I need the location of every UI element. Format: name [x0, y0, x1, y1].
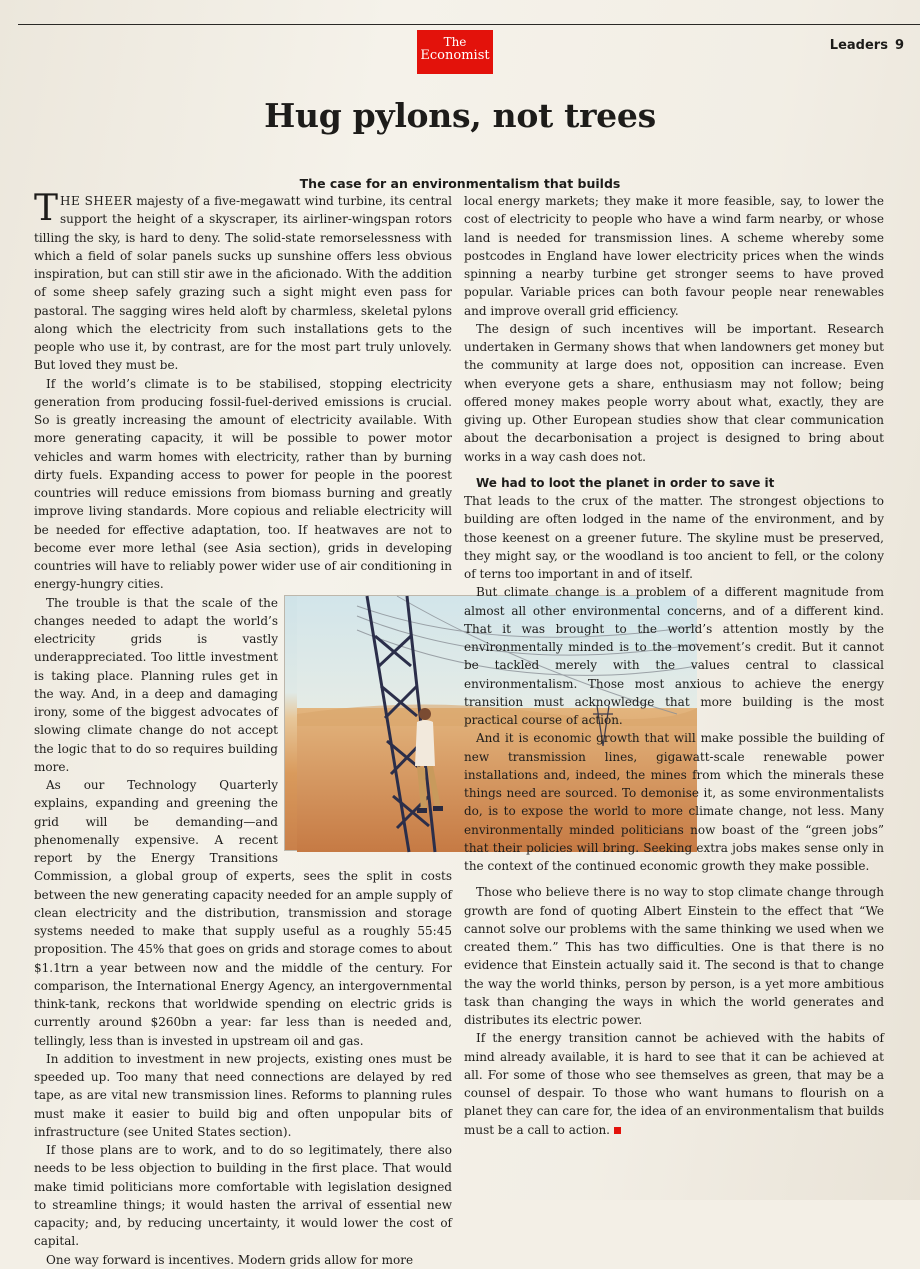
climate-paragraph-text: But climate change is a problem of a different magnitude from almost all other environmental concerns, and of a different kind. That it was brought to the world’s attention mostly by the environmentally minded is to the movement’s credit. But it cannot be tackled merely with the values central to classical environmentalism. Those most anxious to achieve the energy transition must acknowledge that more building is the most practical course of action. — [464, 585, 884, 727]
body-paragraph: That leads to the crux of the matter. The strongest objections to building are often lodged in the name of the environment, and by those keenest on a greener future. The skyline must be preserved, they might say, or the woodland is too ancient to fell, or the colony of terns too important in and of itself. — [464, 494, 884, 581]
drop-cap: T — [34, 188, 59, 229]
body-paragraph: In addition to investment in new projects, existing ones must be speeded up. Too many that need connections are delayed by red tape, as are vital new transmission lines. Reforms to planning rules must make it easier to build big and often unpopular bits of infrastructure (see United States section). — [34, 1051, 452, 1139]
top-rule — [18, 24, 920, 25]
lead-paragraph — [34, 188, 453, 375]
lead-smallcaps: HE SHEER — [60, 194, 133, 208]
body-paragraph: One way forward is incentives. Modern grids allow for more — [46, 1252, 414, 1267]
body-paragraph: If those plans are to work, and to do so legitimately, there also needs to be less objection to building in the first place. That would make timid politicians more comfortable with legislation designed to streamline things; it would hasten the arrival of essential new capacity; and, by reducing uncertainty, it would lower the cost of capital. — [34, 1143, 452, 1249]
section-name: Leaders — [829, 38, 888, 53]
body-paragraph: And it is economic growth that will make possible the building of new transmission lines, gigawatt-scale renewable power installations and, indeed, the mines from which the minerals these things need are sourced. To demonise it, as some environmentalists do, is to expose the world to more climate change, not less. Many environmentally minded politicians now boast of the “green jobs” that their policies will bring. Seeking extra jobs makes sense only in the context of the continued economic growth they make possible. — [464, 731, 884, 873]
body-paragraph: The design of such incentives will be important. Research undertaken in Germany shows that when landowners get money but the community at large does not, opposition can increase. Even when everyone gets a share, enthusiasm may not follow; being offered money makes people worry about what, exactly, they are giving up. Other European studies show that clear communication about the decarbonisation a project is designed to bring about works in a way cash does not. — [464, 321, 884, 464]
body-paragraph-trouble — [34, 594, 452, 777]
section-subhead: We had to loot the planet in order to save it — [476, 475, 775, 490]
final-paragraph-text: If the energy transition cannot be achieved with the habits of mind already available, it is hard to see that it can be achieved at all. For some of those who see themselves as green, that may be a counsel of despair. To those who want humans to flourish on a planet they can care for, the idea of an environmentalism that builds must be a call to action. — [464, 1031, 884, 1137]
body-paragraph: If the world’s climate is to be stabilised, stopping electricity generation from producing fossil-fuel-derived emissions is crucial. So is greatly increasing the amount of electricity available. With more generating capacity, it will be possible to power motor vehicles and warm homes with electricity, rather than by burning dirty fuels. Expanding access to power for people in the poorest countries will reduce emissions from biomass burning and greatly improve living standards. More copious and reliable electricity will be needed for effective adaptation, too. If heatwaves are not to become ever more lethal (see Asia section), grids in developing countries will have to reliably power wider use of air conditioning in energy-hungry cities. — [34, 376, 452, 592]
end-mark-icon — [614, 1127, 621, 1134]
economist-logo — [417, 30, 493, 74]
subtitle: The case for an environmentalism that builds — [299, 176, 621, 191]
left-column — [34, 188, 453, 1269]
logo-line-2: Economist — [420, 47, 490, 63]
logo-line-1: The — [443, 35, 467, 49]
final-paragraph — [464, 1029, 884, 1139]
headline: Hug pylons, not trees — [264, 96, 656, 135]
body-paragraph — [464, 583, 884, 729]
trouble-text: The trouble is that the scale of the changes needed to adapt the world’s electricity grids is vastly underappreciated. Too little investment is taking place. Planning rules get in the way. And, in a deep and damaging irony, some of the biggest advocates of slowing climate change do not accept the logic that to do so requires building more. — [34, 595, 278, 774]
lead-text: majesty of a five-megawatt wind turbine, its central support the height of a skyscraper, its airliner-wingspan rotors tilling the sky, is hard to deny. The solid-state remorselessness with which a field of solar panels sucks up sunshine offers less obvious inspiration, but can still stir awe in the aficionado. With the addition of some sheep safely grazing such a sight might even pass for pastoral. The sagging wires held aloft by charmless, skeletal pylons along which the electricity from such installations gets to the people who use it, by contrast, are for the most part truly unlovely. But loved they must be. — [34, 194, 453, 373]
body-paragraph: local energy markets; they make it more feasible, say, to lower the cost of electricity to people who have a wind farm nearby, or whose land is needed for transmission lines. A scheme whereby some postcodes in England have lower electricity prices when the winds spinning a nearby turbine get stronger seems to have proved popular. Variable prices can both favour people near renewables and improve overall grid efficiency. — [464, 194, 884, 318]
section-label — [830, 38, 904, 53]
right-column — [464, 192, 884, 1139]
page-number: 9 — [894, 38, 904, 53]
body-paragraph: Those who believe there is no way to stop climate change through growth are fond of quoting Albert Einstein to the effect that “We cannot solve our problems with the same thinking we used when we created them.” This has two difficulties. One is that there is no evidence that Einstein actually said it. The second is that to change the way the world thinks, person by person, is a yet more ambitious task than changing the ways in which the world generates and distributes its electric power. — [464, 885, 884, 1027]
body-paragraph: As our Technology Quarterly explains, expanding and greening the grid will be demanding—and phenomenally expensive. A recent report by the Energy Transitions Commission, a global group of experts, sees the split in costs between the new generating capacity needed for an ample supply of clean electricity and the distribution, transmission and storage systems needed to make that supply useful as a roughly 55:45 proposition. The 45% that goes on grids and storage comes to about $1.1trn a year between now and the middle of the century. For comparison, the International Energy Agency, an intergovernmental think-tank, reckons that worldwide spending on electric grids is currently around $260bn a year: far less than is needed and, tellingly, less than is invested in upstream oil and gas. — [34, 778, 452, 1048]
